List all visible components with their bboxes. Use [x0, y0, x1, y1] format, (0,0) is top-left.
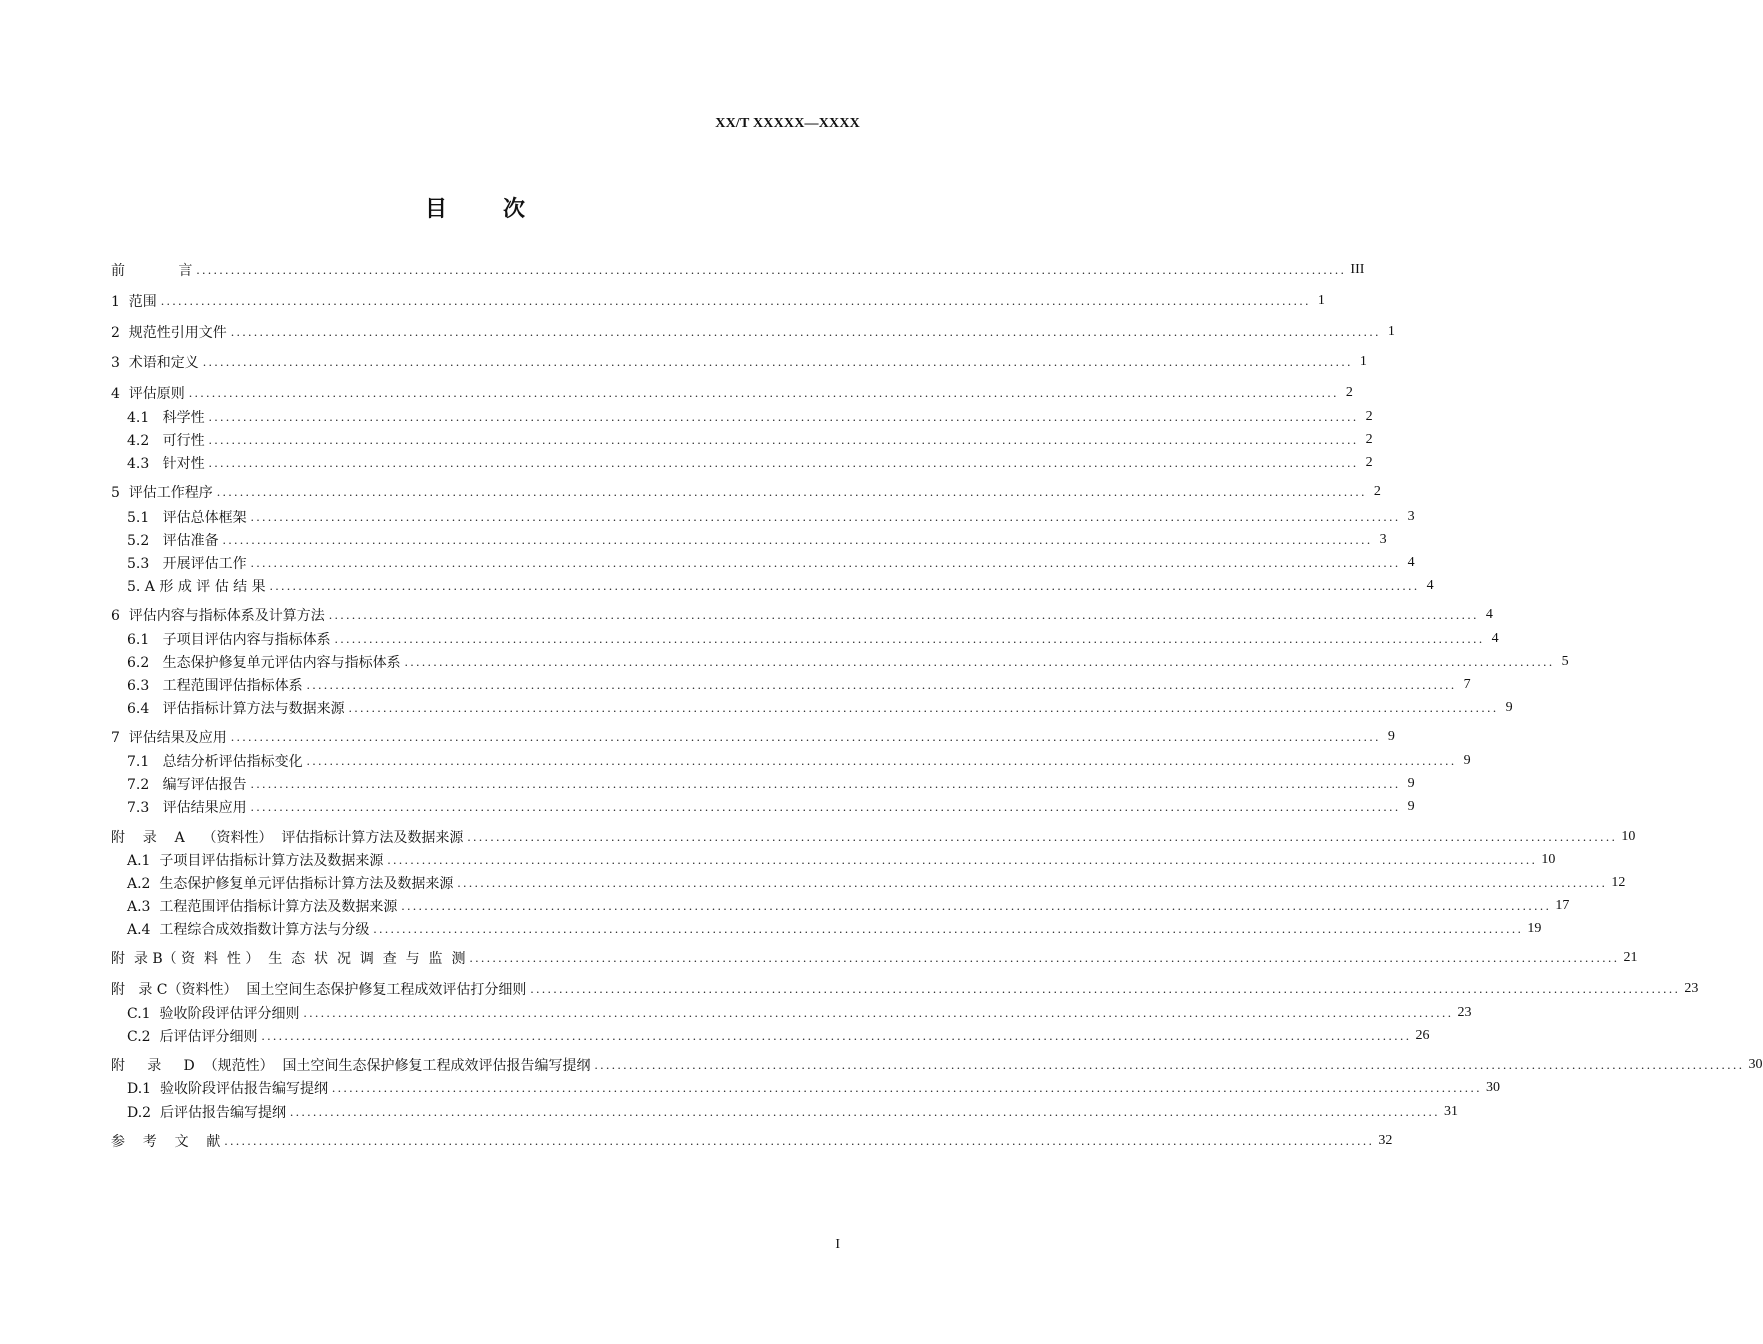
toc-leader-dots: ........................................................................................................................................................................................................	[208, 455, 1359, 470]
toc-leader-dots: ........................................................................................................................................................................................................	[230, 324, 1381, 339]
toc-entry[interactable]	[127, 849, 1556, 871]
toc-entry[interactable]	[127, 872, 1626, 894]
toc-entry-label: 4.3 针对性	[127, 456, 205, 472]
toc-entry-page: 32	[1378, 1133, 1393, 1148]
toc-leader-dots: ........................................................................................................................................................................................................	[401, 898, 1552, 913]
toc-entry[interactable]	[111, 351, 1367, 373]
toc-entry[interactable]	[127, 750, 1471, 772]
toc-entry-label: A.1 子项目评估指标计算方法及数据来源	[127, 853, 384, 869]
toc-entry-label: A.4 工程综合成效指数计算方法与分级	[127, 922, 370, 938]
toc-entry-page: 3	[1379, 532, 1387, 547]
toc-entry-label: 5.3 开展评估工作	[127, 556, 247, 572]
toc-leader-dots: ........................................................................................................................................................................................................	[331, 1080, 1482, 1095]
toc-leader-dots: ........................................................................................................................................................................................................	[230, 729, 1381, 744]
toc-entry-page: 4	[1485, 607, 1493, 622]
toc-entry-label: 1 范围	[111, 294, 157, 310]
toc-leader-dots: ........................................................................................................................................................................................................	[457, 875, 1608, 890]
toc-entry-label: 附 录 A （资料性） 评估指标计算方法及数据来源	[111, 830, 464, 846]
toc-leader-dots: ........................................................................................................................................................................................................	[202, 354, 1353, 369]
toc-entry-page: 9	[1505, 700, 1513, 715]
toc-leader-dots: ........................................................................................................................................................................................................	[196, 262, 1347, 277]
page-number: I	[835, 1237, 840, 1252]
toc-entry-label: 6.2 生态保护修复单元评估内容与指标体系	[127, 655, 401, 671]
toc-entry-label: 5.2 评估准备	[127, 533, 219, 549]
toc-leader-dots: ........................................................................................................................................................................................................	[208, 432, 1359, 447]
toc-leader-dots: ........................................................................................................................................................................................................	[306, 753, 1457, 768]
toc-leader-dots: ........................................................................................................................................................................................................	[269, 578, 1420, 593]
toc-entry[interactable]	[111, 947, 1638, 969]
toc-leader-dots: ........................................................................................................................................................................................................	[208, 409, 1359, 424]
toc-entry[interactable]	[111, 481, 1381, 503]
toc-entry[interactable]	[127, 674, 1471, 696]
toc-entry[interactable]	[111, 1054, 1763, 1076]
toc-entry-page: 23	[1684, 981, 1699, 996]
toc-entry-page: 4	[1491, 631, 1499, 646]
toc-entry[interactable]	[111, 1130, 1393, 1152]
toc-entry-label: 2 规范性引用文件	[111, 325, 227, 341]
toc-entry-label: D.2 后评估报告编写提纲	[127, 1105, 286, 1121]
toc-leader-dots: ........................................................................................................................................................................................................	[387, 852, 1538, 867]
toc-leader-dots: ........................................................................................................................................................................................................	[469, 950, 1620, 965]
toc-entry-page: 2	[1373, 484, 1381, 499]
toc-entry-page: 9	[1407, 776, 1415, 791]
title-char-1: 目	[424, 197, 447, 222]
toc-leader-dots: ........................................................................................................................................................................................................	[250, 776, 1401, 791]
toc-entry[interactable]	[127, 452, 1373, 474]
toc-entry[interactable]	[127, 918, 1542, 940]
toc-leader-dots: ........................................................................................................................................................................................................	[348, 700, 1499, 715]
toc-entry-page: 9	[1387, 729, 1395, 744]
toc-leader-dots: ........................................................................................................................................................................................................	[222, 532, 1373, 547]
document-code: XX/T XXXXX—XXXX	[715, 116, 860, 131]
toc-entry-page: III	[1350, 262, 1365, 277]
toc-entry-page: 19	[1527, 921, 1542, 936]
toc-entry[interactable]	[127, 651, 1569, 673]
toc-entry[interactable]	[127, 1002, 1472, 1024]
toc-entry-page: 7	[1463, 677, 1471, 692]
toc-entry[interactable]	[127, 1025, 1430, 1047]
toc-entry[interactable]	[127, 552, 1415, 574]
toc-leader-dots: ........................................................................................................................................................................................................	[216, 484, 1367, 499]
toc-entry[interactable]	[127, 796, 1415, 818]
toc-entry-page: 10	[1621, 829, 1636, 844]
toc-entry-page: 23	[1457, 1005, 1472, 1020]
toc-entry-label: A.3 工程范围评估指标计算方法及数据来源	[127, 899, 398, 915]
toc-entry-page: 12	[1611, 875, 1626, 890]
toc-entry-page: 2	[1365, 409, 1373, 424]
toc-entry-page: 17	[1555, 898, 1570, 913]
toc-leader-dots: ........................................................................................................................................................................................................	[188, 385, 1339, 400]
toc-entry-label: 7.1 总结分析评估指标变化	[127, 754, 303, 770]
toc-entry[interactable]	[127, 529, 1387, 551]
toc-entry-page: 1	[1359, 354, 1367, 369]
toc-entry-page: 2	[1365, 455, 1373, 470]
toc-entry-page: 5	[1561, 654, 1569, 669]
toc-leader-dots: ........................................................................................................................................................................................................	[530, 981, 1681, 996]
toc-leader-dots: ........................................................................................................................................................................................................	[594, 1057, 1745, 1072]
toc-leader-dots: ........................................................................................................................................................................................................	[303, 1005, 1454, 1020]
toc-entry[interactable]	[127, 406, 1373, 428]
toc-entry-label: 附 录 D （规范性） 国土空间生态保护修复工程成效评估报告编写提纲	[111, 1058, 591, 1074]
toc-leader-dots: ........................................................................................................................................................................................................	[404, 654, 1555, 669]
toc-entry-label: 前 言	[111, 263, 193, 279]
toc-leader-dots: ........................................................................................................................................................................................................	[261, 1028, 1412, 1043]
toc-entry[interactable]	[127, 1077, 1500, 1099]
toc-entry-page: 30	[1748, 1057, 1763, 1072]
toc-entry-label: 附 录 C（资料性） 国土空间生态保护修复工程成效评估打分细则	[111, 982, 527, 998]
toc-entry[interactable]	[111, 259, 1365, 281]
toc-entry[interactable]	[111, 290, 1325, 312]
toc-entry-label: 附 录 B（ 资 料 性 ） 生 态 状 况 调 查 与 监 测	[111, 951, 466, 967]
toc-entry[interactable]	[127, 429, 1373, 451]
toc-entry-page: 30	[1485, 1080, 1500, 1095]
toc-leader-dots: ........................................................................................................................................................................................................	[160, 293, 1311, 308]
toc-leader-dots: ........................................................................................................................................................................................................	[306, 677, 1457, 692]
toc-entry-label: 3 术语和定义	[111, 355, 199, 371]
toc-entry[interactable]	[111, 604, 1493, 626]
toc-entry[interactable]	[127, 506, 1415, 528]
toc-entry-label: 6.3 工程范围评估指标体系	[127, 678, 303, 694]
toc-entry-page: 21	[1623, 950, 1638, 965]
toc-entry-page: 1	[1387, 324, 1395, 339]
toc-entry-page: 2	[1345, 385, 1353, 400]
toc-entry-page: 4	[1426, 578, 1434, 593]
toc-leader-dots: ........................................................................................................................................................................................................	[334, 631, 1485, 646]
toc-leader-dots: ........................................................................................................................................................................................................	[373, 921, 1524, 936]
toc-entry-label: D.1 验收阶段评估报告编写提纲	[127, 1081, 328, 1097]
toc-entry-label: 7.2 编写评估报告	[127, 777, 247, 793]
toc-entry-label: C.1 验收阶段评估评分细则	[127, 1006, 300, 1022]
toc-entry[interactable]	[127, 628, 1499, 650]
toc-entry-page: 4	[1407, 555, 1415, 570]
toc-entry-label: 7 评估结果及应用	[111, 730, 227, 746]
toc-entry[interactable]	[127, 773, 1415, 795]
toc-entry-page: 31	[1443, 1104, 1458, 1119]
toc-leader-dots: ........................................................................................................................................................................................................	[467, 829, 1618, 844]
toc-entry-page: 26	[1415, 1028, 1430, 1043]
toc-entry-label: 5 评估工作程序	[111, 485, 213, 501]
toc-entry-label: A.2 生态保护修复单元评估指标计算方法及数据来源	[127, 876, 454, 892]
toc-entry[interactable]	[111, 726, 1395, 748]
toc-entry-page: 1	[1317, 293, 1325, 308]
toc-entry[interactable]	[127, 1101, 1458, 1123]
toc-entry[interactable]	[111, 978, 1699, 1000]
toc-leader-dots: ........................................................................................................................................................................................................	[250, 555, 1401, 570]
toc-entry-label: 6.4 评估指标计算方法与数据来源	[127, 701, 345, 717]
toc-entry[interactable]	[127, 895, 1570, 917]
toc-entry[interactable]	[111, 826, 1636, 848]
toc-entry-label: 7.3 评估结果应用	[127, 800, 247, 816]
toc-entry-label: 6.1 子项目评估内容与指标体系	[127, 632, 331, 648]
toc-entry-label: 5. A 形 成 评 估 结 果	[127, 579, 266, 595]
toc-entry-label: 6 评估内容与指标体系及计算方法	[111, 608, 325, 624]
toc-leader-dots: ........................................................................................................................................................................................................	[250, 799, 1401, 814]
toc-entry-page: 3	[1407, 509, 1415, 524]
toc-entry-page: 10	[1541, 852, 1556, 867]
toc-leader-dots: ........................................................................................................................................................................................................	[289, 1104, 1440, 1119]
toc-entry-page: 9	[1407, 799, 1415, 814]
toc-entry-page: 2	[1365, 432, 1373, 447]
toc-entry[interactable]	[111, 382, 1353, 404]
toc-entry-label: 参 考 文 献	[111, 1134, 221, 1150]
toc-entry-label: 4 评估原则	[111, 386, 185, 402]
toc-entry-label: 4.1 科学性	[127, 410, 205, 426]
toc-leader-dots: ........................................................................................................................................................................................................	[250, 509, 1401, 524]
toc-entry-label: C.2 后评估评分细则	[127, 1029, 258, 1045]
toc-entry-page: 9	[1463, 753, 1471, 768]
toc-leader-dots: ........................................................................................................................................................................................................	[224, 1133, 1375, 1148]
toc-entry-label: 5.1 评估总体框架	[127, 510, 247, 526]
toc-entry-label: 4.2 可行性	[127, 433, 205, 449]
toc-entry[interactable]	[127, 697, 1513, 719]
toc-entry[interactable]	[111, 321, 1395, 343]
title-char-2: 次	[503, 197, 526, 222]
toc-entry[interactable]	[127, 575, 1434, 597]
toc-leader-dots: ........................................................................................................................................................................................................	[328, 607, 1479, 622]
